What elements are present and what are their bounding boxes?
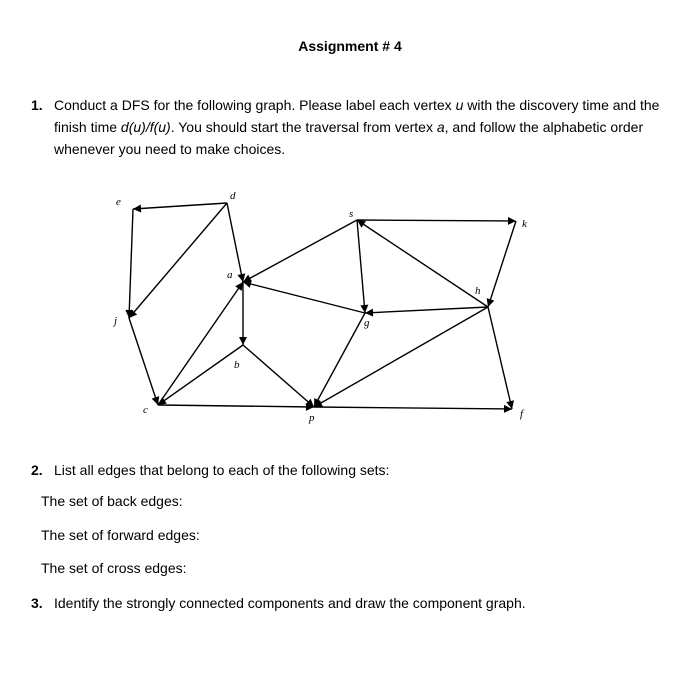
question-3 <box>31 592 671 614</box>
edge-h-g <box>365 307 488 313</box>
vertex-label-e: e <box>116 196 121 208</box>
back-edges-prompt: The set of back edges: <box>41 493 183 509</box>
edge-g-a <box>243 282 365 313</box>
graph-edges <box>129 203 516 409</box>
edge-h-s <box>357 220 488 307</box>
edge-s-g <box>357 220 365 313</box>
edge-c-p <box>158 405 314 407</box>
vertex-label-h: h <box>475 285 481 297</box>
q1-var-du-fu: d(u)/f(u) <box>120 119 171 135</box>
edge-s-a <box>243 220 357 282</box>
vertex-label-s: s <box>349 208 354 220</box>
vertex-label-g: g <box>364 317 370 329</box>
edge-p-f <box>314 407 512 409</box>
vertex-label-p: p <box>309 412 315 424</box>
q1-var-a: a <box>436 119 445 135</box>
q1-text-part-0: Conduct a DFS for the following graph. Please label each vertex <box>54 97 456 113</box>
vertex-label-f: f <box>520 408 524 420</box>
forward-edges-prompt: The set of forward edges: <box>41 527 200 543</box>
edge-k-h <box>488 221 516 307</box>
cross-edges-prompt: The set of cross edges: <box>41 560 187 576</box>
edge-b-p <box>243 345 314 407</box>
graph-vertex-labels <box>112 190 528 424</box>
q1-var-u: u <box>455 97 464 113</box>
question-2-text: List all edges that belong to each of the following sets: <box>54 462 390 478</box>
edge-d-e <box>133 203 227 209</box>
edge-s-k <box>357 220 516 221</box>
vertex-label-c: c <box>143 404 148 416</box>
vertex-label-j: j <box>114 315 118 327</box>
edge-j-c <box>129 318 158 405</box>
vertex-label-k: k <box>522 218 527 230</box>
question-2-number: 2. <box>31 462 43 478</box>
q1-text-part-6: , and follow the alphabetic order whenever you need to make choices. <box>54 119 644 157</box>
edge-h-f <box>488 307 512 409</box>
question-3-number: 3. <box>31 595 43 611</box>
q1-text-part-4: . You should start the traversal from vertex <box>170 119 437 135</box>
question-1-number: 1. <box>31 97 43 113</box>
vertex-label-d: d <box>230 190 236 202</box>
edge-b-c <box>158 345 243 405</box>
edge-d-j <box>129 203 227 318</box>
vertex-label-b: b <box>234 359 240 371</box>
edge-c-a <box>158 282 243 405</box>
question-3-text: Identify the strongly connected components and draw the component graph. <box>54 595 526 611</box>
q1-text-part-2: with the discovery time and the finish time <box>54 97 660 135</box>
edge-e-j <box>129 209 133 318</box>
vertex-label-a: a <box>227 269 233 281</box>
edge-h-p <box>314 307 488 407</box>
question-2 <box>31 459 671 481</box>
page-title: Assignment # 4 <box>298 38 402 54</box>
